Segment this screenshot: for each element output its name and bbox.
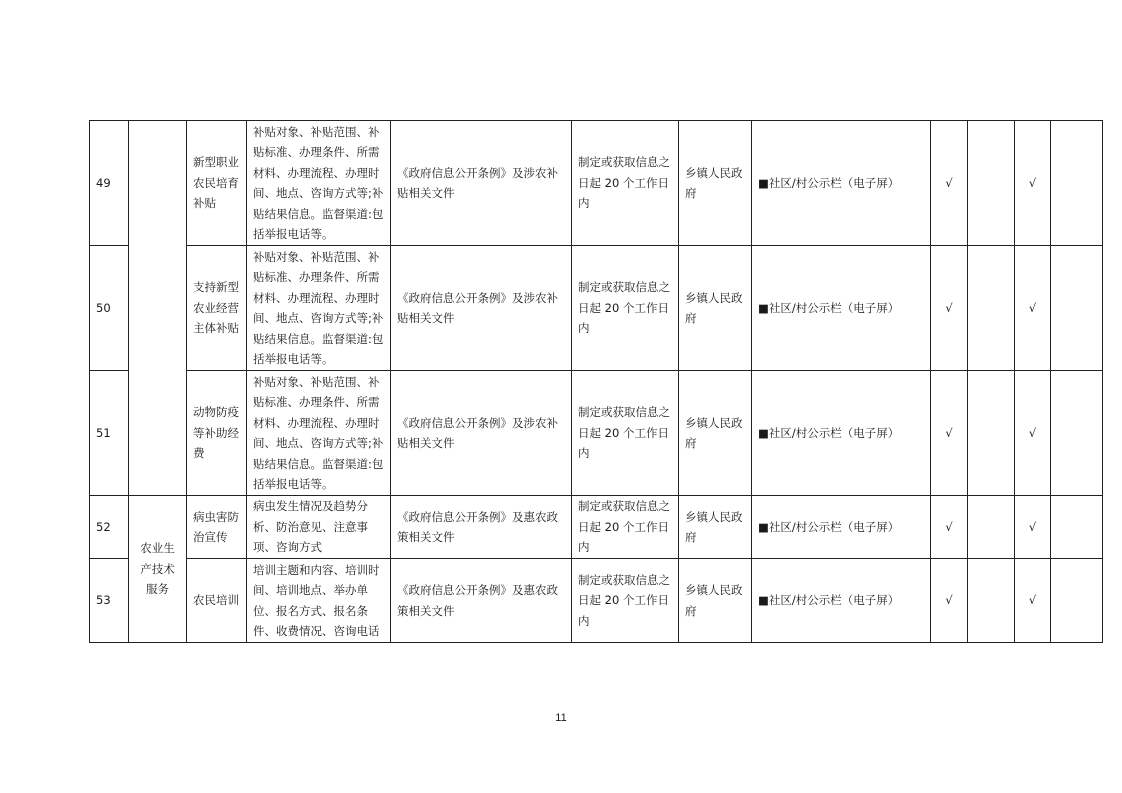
disclosure-subject: 乡镇人民政府 [679, 121, 752, 246]
item-name: 动物防疫等补助经费 [187, 371, 247, 496]
disclosure-table [89, 120, 1103, 643]
empty-cell [1051, 496, 1103, 559]
table-row [90, 371, 1103, 496]
disclosure-subject: 乡镇人民政府 [679, 246, 752, 371]
check-mark-1: √ [931, 246, 968, 371]
row-number: 50 [90, 246, 129, 371]
row-number: 52 [90, 496, 129, 559]
item-name: 农民培训 [187, 559, 247, 643]
disclosure-basis: 《政府信息公开条例》及惠农政策相关文件 [391, 496, 572, 559]
empty-cell [968, 246, 1015, 371]
disclosure-content: 培训主题和内容、培训时间、培训地点、举办单位、报名方式、报名条件、收费情况、咨询电话 [247, 559, 391, 643]
empty-cell [1051, 121, 1103, 246]
disclosure-time: 制定或获取信息之日起 20 个工作日内 [572, 371, 679, 496]
item-name: 病虫害防治宣传 [187, 496, 247, 559]
disclosure-subject: 乡镇人民政府 [679, 496, 752, 559]
disclosure-subject: 乡镇人民政府 [679, 371, 752, 496]
check-mark-2: √ [1015, 496, 1051, 559]
disclosure-time: 制定或获取信息之日起 20 个工作日内 [572, 496, 679, 559]
disclosure-subject: 乡镇人民政府 [679, 559, 752, 643]
check-mark-1: √ [931, 496, 968, 559]
check-mark-2: √ [1015, 246, 1051, 371]
empty-cell [968, 121, 1015, 246]
disclosure-time: 制定或获取信息之日起 20 个工作日内 [572, 246, 679, 371]
disclosure-time: 制定或获取信息之日起 20 个工作日内 [572, 559, 679, 643]
row-number: 53 [90, 559, 129, 643]
disclosure-channel: ■社区/村公示栏（电子屏） [752, 496, 931, 559]
disclosure-time: 制定或获取信息之日起 20 个工作日内 [572, 121, 679, 246]
disclosure-content: 补贴对象、补贴范围、补贴标准、办理条件、所需材料、办理流程、办理时间、地点、咨询方式等;补贴结果信息。监督渠道:包括举报电话等。 [247, 371, 391, 496]
check-mark-1: √ [931, 559, 968, 643]
empty-cell [968, 371, 1015, 496]
page-number: 11 [555, 712, 567, 724]
check-mark-2: √ [1015, 371, 1051, 496]
item-name: 支持新型农业经营主体补贴 [187, 246, 247, 371]
empty-cell [1051, 559, 1103, 643]
row-number: 51 [90, 371, 129, 496]
check-mark-1: √ [931, 121, 968, 246]
disclosure-content: 病虫发生情况及趋势分析、防治意见、注意事项、咨询方式 [247, 496, 391, 559]
disclosure-channel: ■社区/村公示栏（电子屏） [752, 121, 931, 246]
row-number: 49 [90, 121, 129, 246]
empty-cell [968, 496, 1015, 559]
disclosure-basis: 《政府信息公开条例》及惠农政策相关文件 [391, 559, 572, 643]
disclosure-content: 补贴对象、补贴范围、补贴标准、办理条件、所需材料、办理流程、办理时间、地点、咨询方式等;补贴结果信息。监督渠道:包括举报电话等。 [247, 121, 391, 246]
disclosure-basis: 《政府信息公开条例》及涉农补贴相关文件 [391, 371, 572, 496]
disclosure-channel: ■社区/村公示栏（电子屏） [752, 246, 931, 371]
item-name: 新型职业农民培育补贴 [187, 121, 247, 246]
category-cell-empty [129, 121, 187, 496]
table-row [90, 246, 1103, 371]
table-row [90, 121, 1103, 246]
table-row [90, 496, 1103, 559]
disclosure-content: 补贴对象、补贴范围、补贴标准、办理条件、所需材料、办理流程、办理时间、地点、咨询方式等;补贴结果信息。监督渠道:包括举报电话等。 [247, 246, 391, 371]
empty-cell [968, 559, 1015, 643]
empty-cell [1051, 371, 1103, 496]
disclosure-basis: 《政府信息公开条例》及涉农补贴相关文件 [391, 121, 572, 246]
category-agri-tech: 农业生产技术服务 [129, 496, 187, 643]
disclosure-basis: 《政府信息公开条例》及涉农补贴相关文件 [391, 246, 572, 371]
check-mark-1: √ [931, 371, 968, 496]
empty-cell [1051, 246, 1103, 371]
check-mark-2: √ [1015, 559, 1051, 643]
table-row [90, 559, 1103, 643]
disclosure-channel: ■社区/村公示栏（电子屏） [752, 371, 931, 496]
check-mark-2: √ [1015, 121, 1051, 246]
disclosure-channel: ■社区/村公示栏（电子屏） [752, 559, 931, 643]
